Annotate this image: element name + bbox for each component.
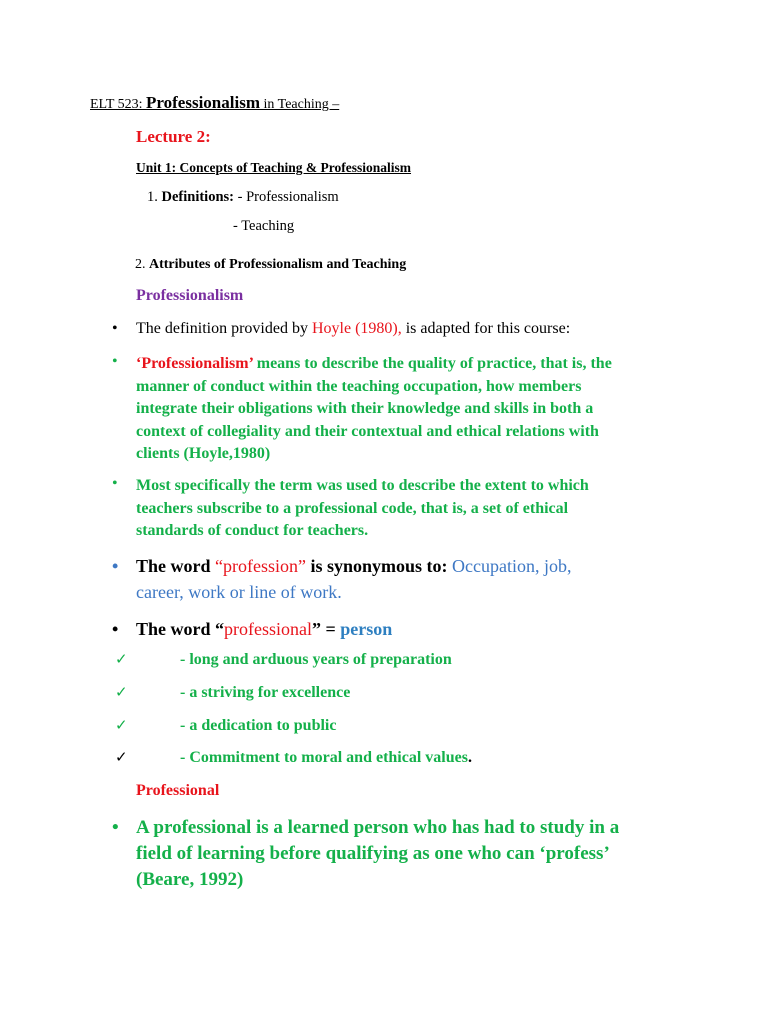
attributes-line	[135, 257, 406, 273]
check-icon: ✓	[115, 683, 128, 701]
bullet6-line2: field of learning before qualifying as one who can ‘profess’	[136, 843, 610, 864]
bullet6-line3: (Beare, 1992)	[136, 869, 244, 890]
bullet5-text-before: The word “	[136, 619, 225, 639]
lecture-heading: Lecture 2:	[136, 127, 211, 146]
bullet-professional-person	[136, 616, 392, 642]
bullet2-line4: context of collegiality and their contextual and ethical relations with	[136, 422, 599, 440]
document-title	[90, 93, 339, 113]
check-item-excellence: - a striving for excellence	[180, 684, 351, 701]
check-item-commitment	[180, 749, 472, 767]
bullet3-line3: standards of conduct for teachers.	[136, 522, 369, 539]
bullet-definition-source	[136, 320, 570, 338]
definitions-label: Definitions:	[161, 189, 234, 205]
bullet3-line2: teachers subscribe to a professional code, that is, a set of ethical	[136, 499, 569, 517]
synonyms-part2: career, work or line of work.	[136, 582, 342, 602]
unit-heading: Unit 1: Concepts of Teaching & Professionalism	[136, 160, 412, 175]
section-heading-professionalism: Professionalism	[136, 287, 244, 304]
professionalism-term: ‘Professionalism’	[136, 355, 253, 372]
bullet1-text-after: is adapted for this course:	[401, 320, 571, 337]
bullet-marker: •	[112, 475, 118, 492]
attributes-label: Attributes of Professionalism and Teaching	[149, 257, 407, 272]
bullet4-text-before: The word	[136, 556, 216, 576]
course-code: ELT 523:	[90, 97, 143, 112]
section-heading-professional: Professional	[136, 782, 220, 799]
bullet2-line1	[136, 353, 612, 376]
professional-term: professional	[224, 619, 312, 639]
synonyms-part1: Occupation, job,	[452, 556, 572, 576]
check-item-preparation: - long and arduous years of preparation	[180, 651, 452, 668]
profession-term: “profession”	[215, 556, 306, 576]
hoyle-reference: Hoyle (1980),	[311, 320, 402, 337]
bullet3-line1: Most specifically the term was used to describe the extent to which	[136, 477, 589, 494]
bullet-marker: •	[112, 320, 118, 337]
bullet1-text-before: The definition provided by	[136, 320, 312, 337]
bullet-professionalism-meaning	[136, 353, 612, 466]
bullet6-line1: A professional is a learned person who has had to study in a	[136, 817, 620, 838]
definitions-item-teaching: - Teaching	[233, 218, 295, 234]
bullet2-line5: clients (Hoyle,1980)	[136, 445, 271, 462]
bullet4-text-middle: is synonymous to:	[305, 556, 453, 576]
check-icon: ✓	[115, 650, 128, 668]
title-topic-emphasis: Professionalism	[146, 93, 260, 112]
bullet-professional-definition	[136, 815, 619, 893]
bullet-professional-code	[136, 475, 589, 543]
bullet2-line3: integrate their obligations with their knowledge and skills in both a	[136, 400, 594, 417]
check-item-commitment-text: - Commitment to moral and ethical values	[180, 749, 468, 766]
bullet2-line2: manner of conduct within the teaching occupation, how members	[136, 377, 582, 395]
definitions-line	[147, 189, 339, 206]
definitions-number: 1.	[147, 189, 158, 205]
bullet2-line1-rest: means to describe the quality of practice, that is, the	[252, 355, 612, 372]
bullet-marker: •	[112, 353, 118, 370]
title-topic-rest: in Teaching –	[259, 97, 340, 112]
check-item-commitment-period: .	[467, 749, 472, 766]
bullet4-line1	[136, 553, 572, 579]
bullet-marker: •	[112, 619, 119, 639]
bullet-marker: •	[112, 556, 119, 576]
attributes-number: 2.	[135, 257, 146, 272]
person-word: person	[340, 619, 393, 639]
bullet5-text-after: ” =	[312, 619, 341, 639]
definitions-item-professionalism: - Professionalism	[234, 189, 339, 205]
check-icon: ✓	[115, 716, 128, 734]
check-icon: ✓	[115, 748, 128, 766]
check-item-dedication: - a dedication to public	[180, 717, 337, 734]
bullet-profession-synonyms	[136, 553, 572, 605]
bullet-marker: •	[112, 817, 119, 838]
